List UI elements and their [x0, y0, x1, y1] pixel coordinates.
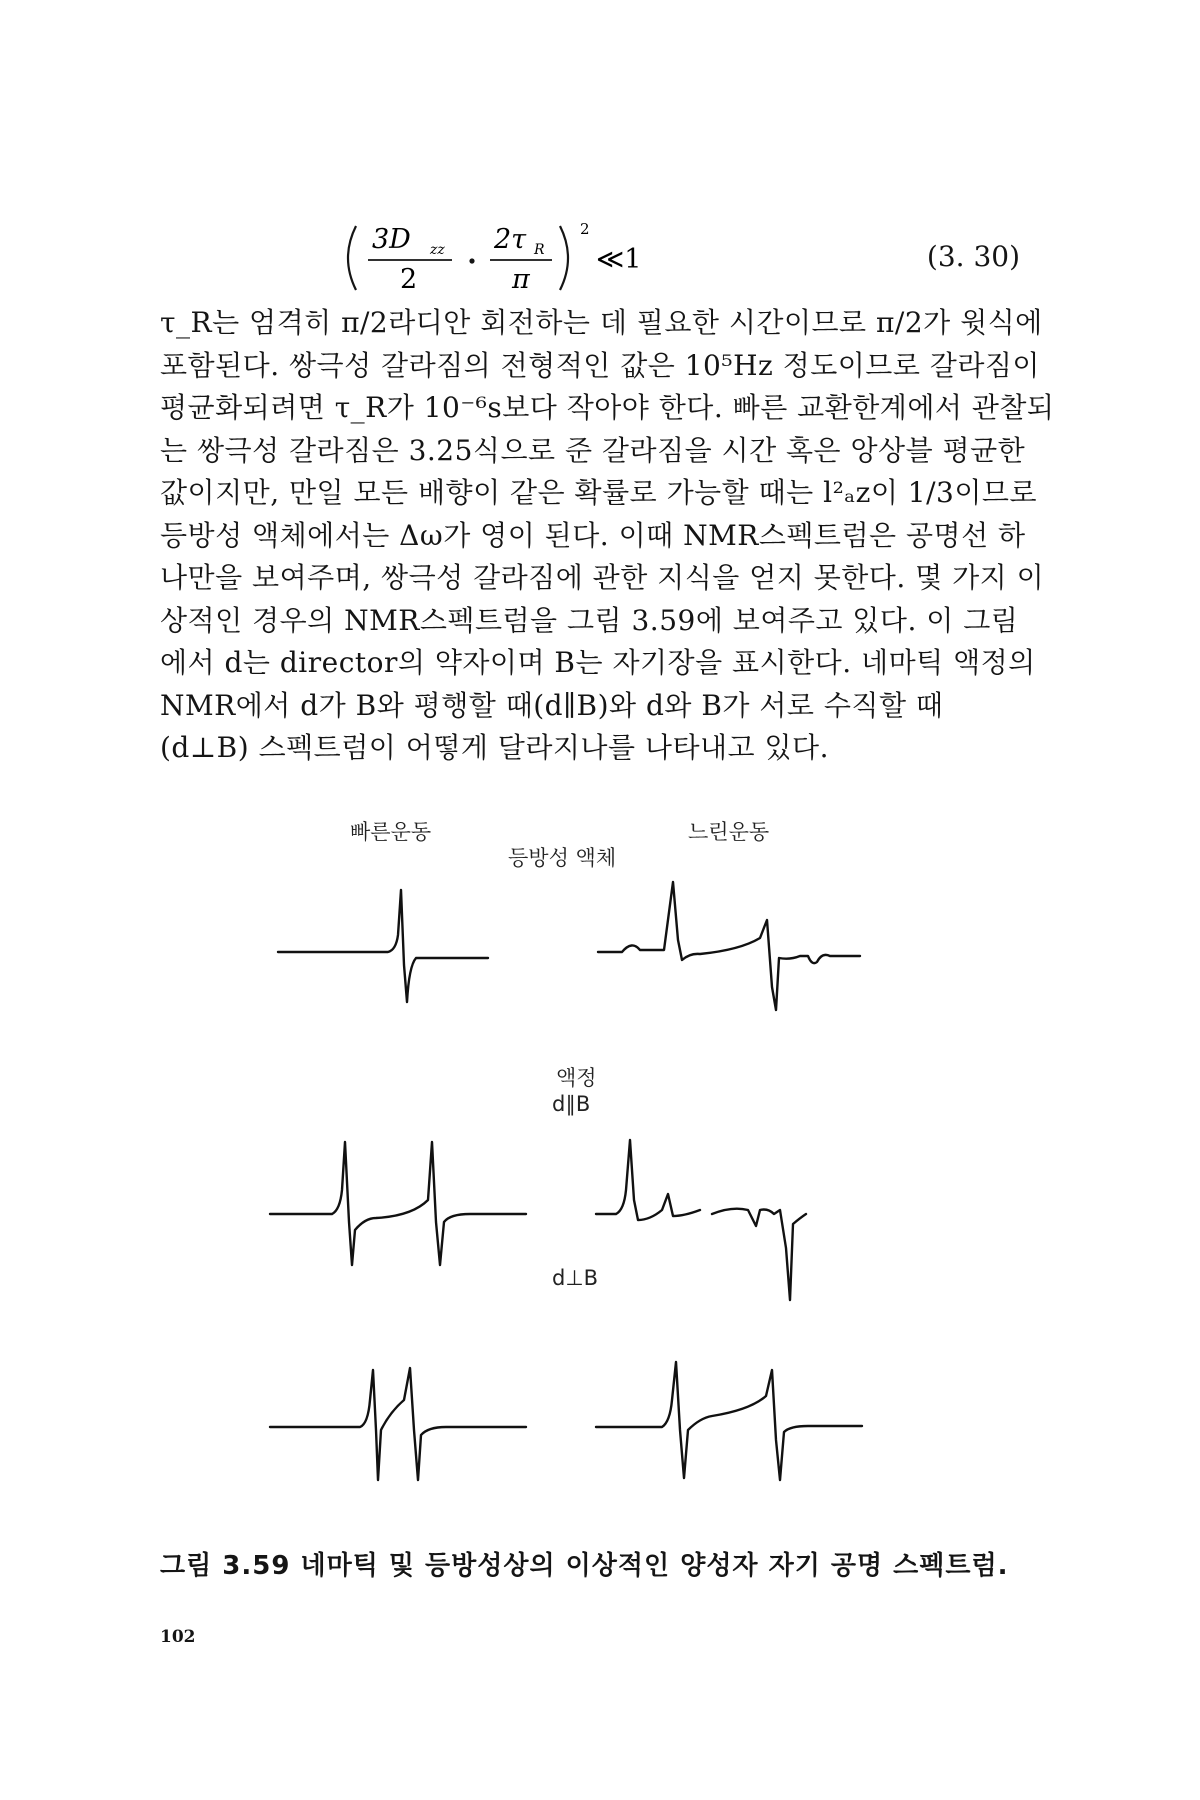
paragraph-line: 는 쌍극성 갈라짐은 3.25식으로 준 갈라짐을 시간 혹은 앙상블 평균한 — [160, 433, 1026, 467]
spectrum-parallel-fast — [270, 1142, 526, 1265]
paragraph-line: 상적인 경우의 NMR스펙트럼을 그림 3.59에 보여주고 있다. 이 그림 — [160, 603, 1019, 637]
figure-3-59 — [0, 790, 1200, 1530]
paragraph-line: 등방성 액체에서는 Δω가 영이 된다. 이때 NMR스펙트럼은 공명선 하 — [160, 518, 1026, 552]
label-fast-motion: 빠른운동 — [350, 820, 432, 844]
eq-relation: ≪1 — [596, 244, 642, 275]
spectrum-isotropic-fast — [278, 890, 488, 1002]
equation-number: (3. 30) — [926, 240, 1020, 273]
spectrum-perpendicular-fast — [270, 1368, 526, 1480]
eq-num-left: 3D — [372, 224, 411, 255]
spectrum-isotropic-slow — [598, 882, 860, 1010]
paragraph-line: NMR에서 d가 B와 평행할 때(d∥B)와 d와 B가 서로 수직할 때 — [160, 688, 944, 722]
paragraph-line: 포함된다. 쌍극성 갈라짐의 전형적인 값은 10⁵Hz 정도이므로 갈라짐이 — [160, 348, 1040, 382]
eq-den-left: 2 — [400, 264, 418, 295]
eq-num-right: 2τ — [494, 224, 527, 255]
label-d-parallel-b: d∥B — [552, 1092, 591, 1116]
left-paren — [348, 226, 356, 290]
spectrum-parallel-slow — [596, 1140, 700, 1220]
label-liquid-crystal: 액정 — [556, 1066, 597, 1090]
nmr-spectra — [0, 790, 1200, 1530]
paragraph-line: (d⊥B) 스펙트럼이 어떻게 달라지나를 나타내고 있다. — [160, 731, 829, 764]
right-paren — [560, 226, 568, 290]
eq-dot — [469, 258, 474, 263]
paragraph-line: 평균화되려면 τ_R가 10⁻⁶s보다 작아야 한다. 빠른 교환한계에서 관찰되 — [160, 391, 1055, 424]
paragraph-line: τ_R는 엄격히 π/2라디안 회전하는 데 필요한 시간이므로 π/2가 윗식에 — [160, 306, 1043, 339]
eq-num-left-sub: zz — [430, 242, 445, 258]
eq-num-right-sub: R — [534, 242, 545, 258]
label-d-perpendicular-b: d⊥B — [552, 1266, 599, 1290]
figure-caption: 그림 3.59 네마틱 및 등방성상의 이상적인 양성자 자기 공명 스펙트럼. — [160, 1551, 1009, 1581]
page-number: 102 — [160, 1627, 196, 1647]
label-slow-motion: 느린운동 — [688, 820, 770, 844]
equation-graphic — [0, 218, 1200, 298]
spectrum-perpendicular-slow — [596, 1362, 862, 1480]
paragraph-line: 나만을 보여주며, 쌍극성 갈라짐에 관한 지식을 얻지 못한다. 몇 가지 이 — [160, 561, 1045, 594]
label-isotropic-liquid: 등방성 액체 — [508, 846, 617, 870]
paragraph-lines — [160, 302, 1055, 770]
eq-exponent: 2 — [580, 220, 590, 238]
spectrum-parallel-slow-right — [712, 1209, 806, 1300]
eq-den-right: π — [512, 264, 530, 295]
equation-3-30 — [0, 218, 1200, 298]
paragraph-line: 값이지만, 만일 모든 배향이 같은 확률로 가능할 때는 l²ₐz이 1/3이므로 — [160, 476, 1038, 509]
body-paragraph — [160, 302, 1055, 770]
paragraph-line: 에서 d는 director의 약자이며 B는 자기장을 표시한다. 네마틱 액정의 — [160, 646, 1036, 679]
